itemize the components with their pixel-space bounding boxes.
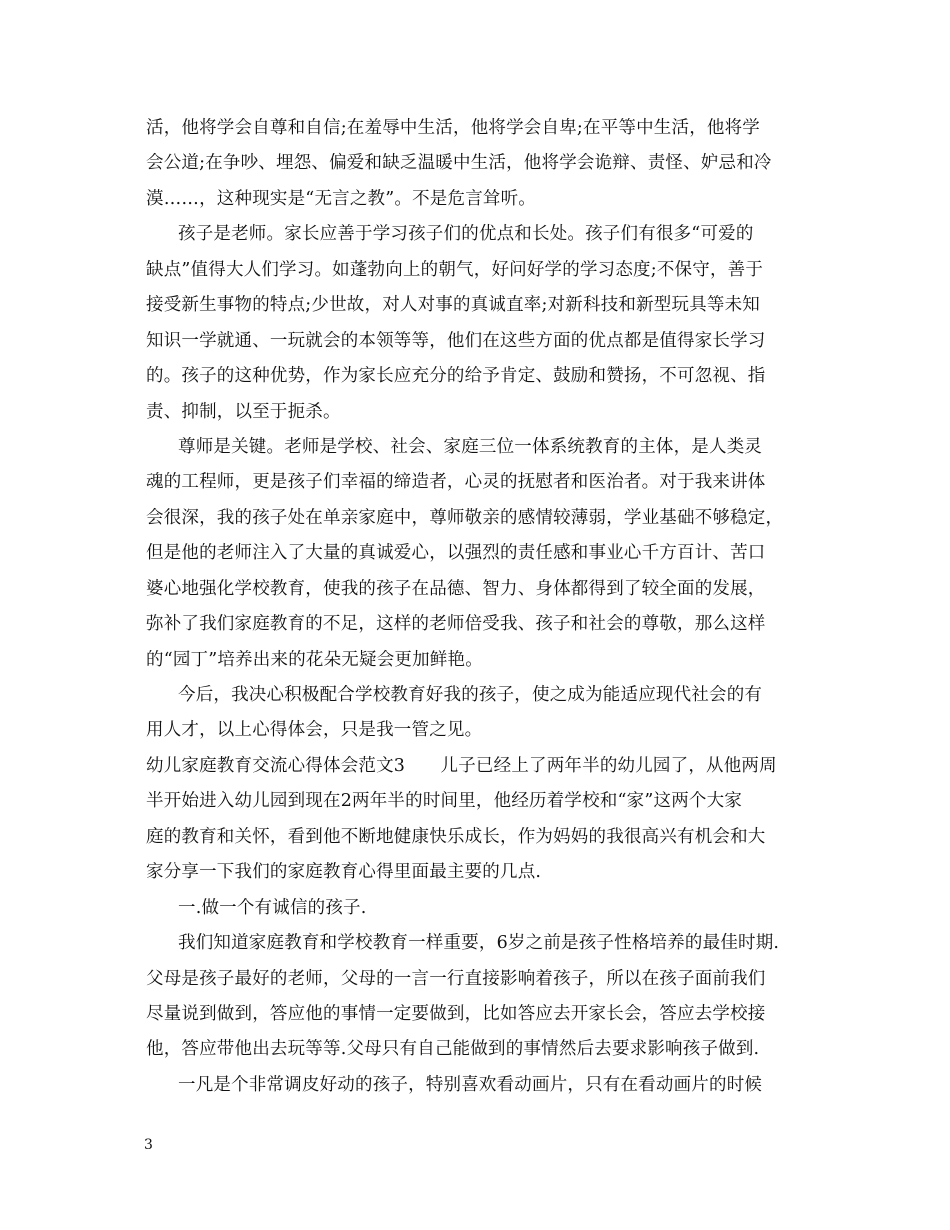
- text-line: 接受新生事物的特点;少世故，对人对事的真诚直率;对新科技和新型玩具等未知: [146, 295, 760, 316]
- text-line: 但是他的老师注入了大量的真诚爱心，以强烈的责任感和事业心千方百计、苦口: [146, 543, 766, 564]
- text-line: 会很深，我的孩子处在单亲家庭中，尊师敬亲的感情较薄弱，学业基础不够稳定，: [146, 507, 784, 528]
- section-heading-line: 幼儿家庭教育交流心得体会范文3 儿子已经上了两年半的幼儿园了，从他两周: [146, 755, 777, 776]
- paragraph-start-line: 孩子是老师。家长应善于学习孩子们的优点和长处。孩子们有很多“可爱的: [178, 224, 754, 245]
- text-line: 家分享一下我们的家庭教育心得里面最主要的几点.: [146, 862, 542, 883]
- text-line: 会公道;在争吵、埋怨、偏爱和缺乏温暖中生活，他将学会诡辩、责怪、妒忌和冷: [146, 153, 772, 174]
- paragraph-start-line: 今后，我决心积极配合学校教育好我的孩子，使之成为能适应现代社会的有: [178, 685, 763, 705]
- text-line: 半开始进入幼儿园到现在2两年半的时间里，他经历着学校和“家”这两个大家: [146, 791, 743, 812]
- text-line: 弥补了我们家庭教育的不足，这样的老师倍受我、孩子和社会的尊敬，那么这样: [146, 614, 766, 635]
- paragraph-start-line: 一凡是个非常调皮好动的孩子，特别喜欢看动画片，只有在看动画片的时候: [178, 1074, 763, 1095]
- paragraph-start-line: 尊师是关键。老师是学校、社会、家庭三位一体系统教育的主体，是人类灵: [178, 436, 763, 457]
- text-line: 的“园丁”培养出来的花朵无疑会更加鲜艳。: [146, 649, 483, 670]
- text-line: 缺点”值得大人们学习。如蓬勃向上的朝气，好问好学的学习态度;不保守，善于: [146, 259, 764, 280]
- page-number: 3: [144, 1137, 153, 1153]
- text-line: 他，答应带他出去玩等等.父母只有自己能做到的事情然后去要求影响孩子做到.: [146, 1039, 760, 1060]
- text-line: 魂的工程师，更是孩子们幸福的缔造者，心灵的抚慰者和医治者。对于我来讲体: [146, 472, 766, 493]
- text-line: 知识一学就通、一玩就会的本领等等，他们在这些方面的优点都是值得家长学习: [146, 330, 766, 351]
- text-line: 的。孩子的这种优势，作为家长应充分的给予肯定、鼓励和赞扬，不可忽视、指: [146, 366, 766, 387]
- subheading-line: 一.做一个有诚信的孩子.: [178, 897, 367, 918]
- text-line: 漠……，这种现实是“无言之教”。不是危言耸听。: [146, 188, 536, 209]
- text-line: 尽量说到做到，答应他的事情一定要做到，比如答应去开家长会，答应去学校接: [146, 1003, 766, 1024]
- text-line: 父母是孩子最好的老师，父母的一言一行直接影响着孩子，所以在孩子面前我们: [146, 968, 766, 989]
- text-line: 用人才，以上心得体会，只是我一管之见。: [146, 720, 483, 741]
- text-line: 庭的教育和关怀，看到他不断地健康快乐成长，作为妈妈的我很高兴有机会和大: [146, 826, 766, 847]
- text-line: 婆心地强化学校教育，使我的孩子在品德、智力、身体都得到了较全面的发展，: [146, 578, 766, 599]
- body-text: [146, 111, 806, 1103]
- text-line: 责、抑制，以至于扼杀。: [146, 401, 341, 422]
- paragraph-start-line: 我们知道家庭教育和学校教育一样重要，6岁之前是孩子性格培养的最佳时期.: [178, 933, 780, 954]
- text-line: 活，他将学会自尊和自信;在羞辱中生活，他将学会自卑;在平等中生活，他将学: [146, 118, 760, 138]
